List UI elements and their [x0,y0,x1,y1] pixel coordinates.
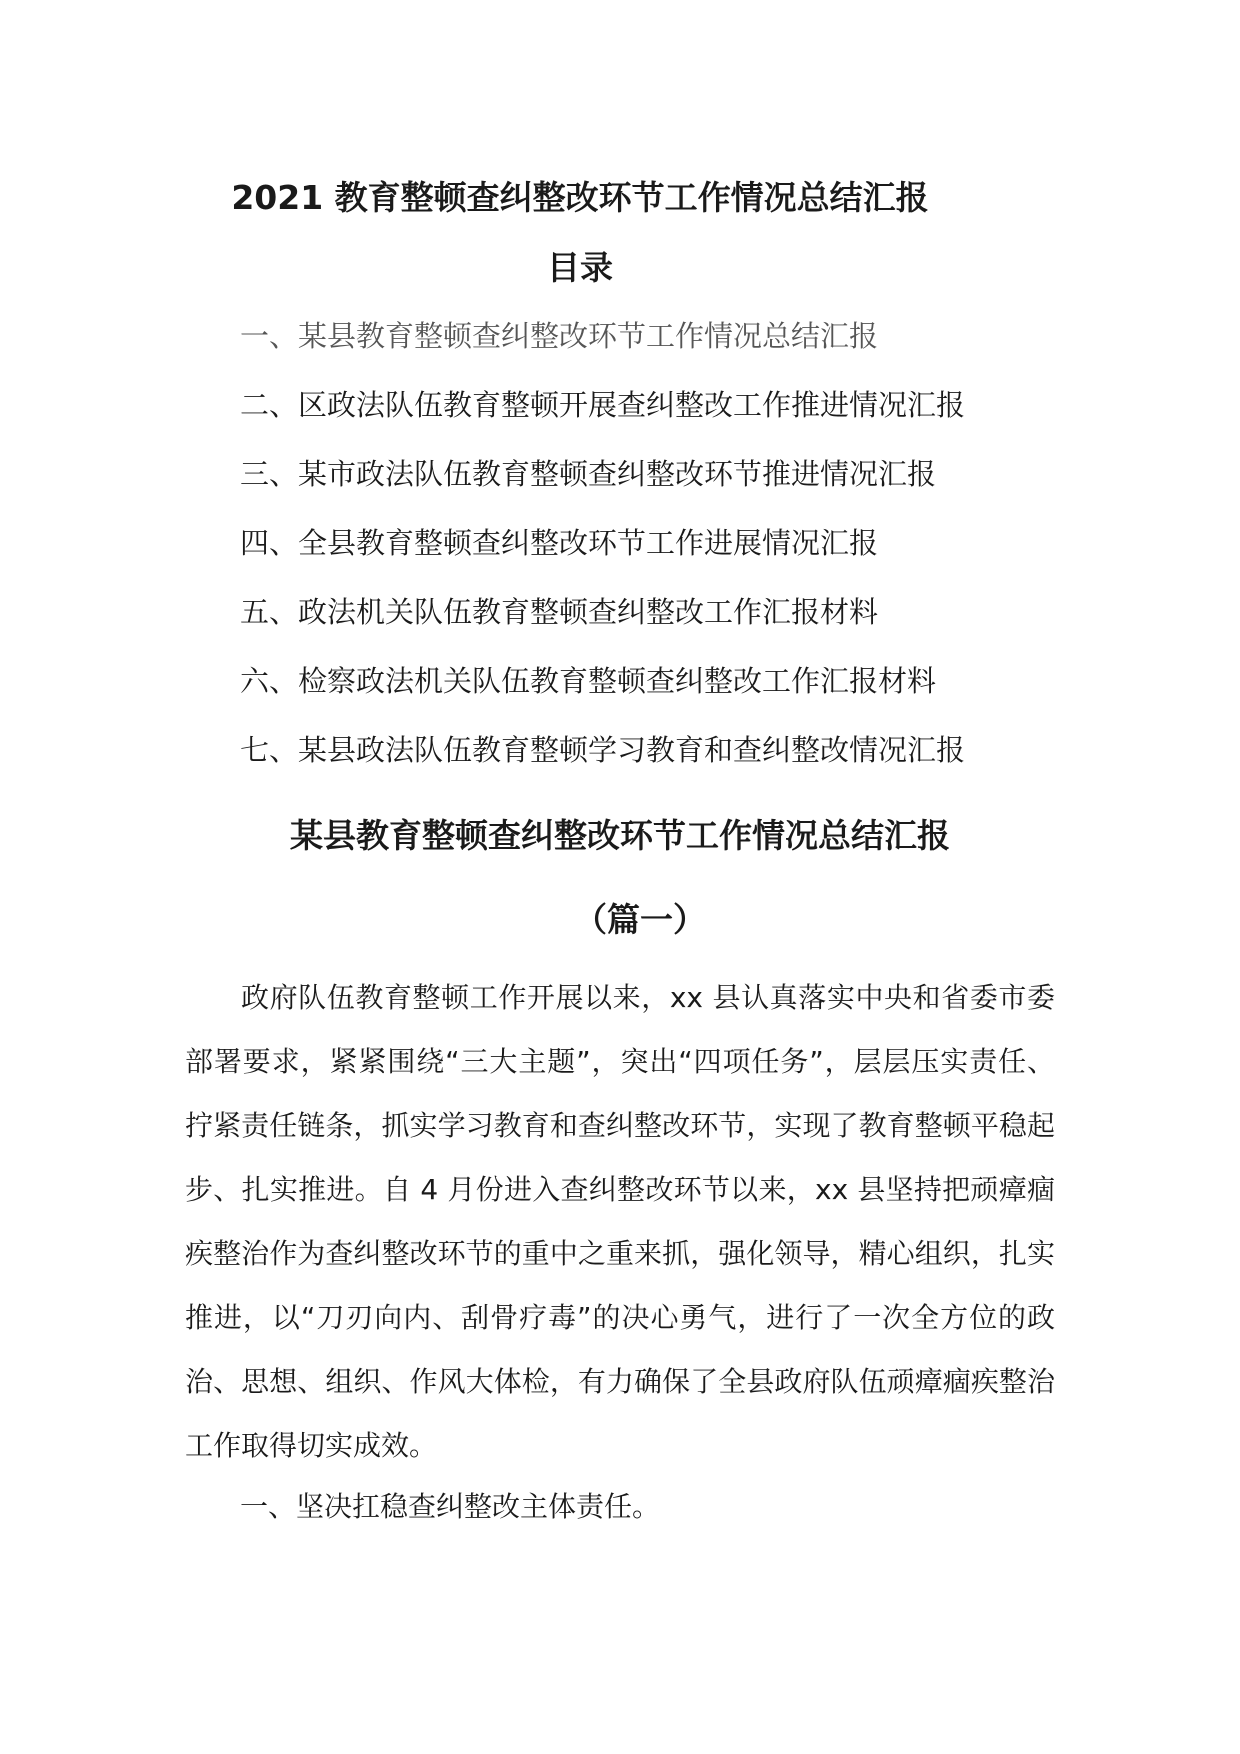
document-title: 2021 教育整顿查纠整改环节工作情况总结汇报 [231,178,929,217]
toc-item[interactable]: 七、某县政法队伍教育整顿学习教育和查纠整改情况汇报 [240,733,966,767]
section-subheading: 一、坚决扛稳查纠整改主体责任。 [240,1490,661,1523]
toc-item[interactable]: 三、某市政法队伍教育整顿查纠整改环节推进情况汇报 [240,457,937,491]
toc-heading: 目录 [547,248,613,287]
toc-item[interactable]: 四、全县教育整顿查纠整改环节工作进展情况汇报 [240,526,879,560]
section-title: 某县教育整顿查纠整改环节工作情况总结汇报 [290,816,950,855]
toc-item[interactable]: 一、某县教育整顿查纠整改环节工作情况总结汇报 [240,319,879,353]
toc-item[interactable]: 五、政法机关队伍教育整顿查纠整改工作汇报材料 [240,595,879,629]
toc-item[interactable]: 二、区政法队伍教育整顿开展查纠整改工作推进情况汇报 [240,388,966,422]
section-subtitle: （篇一） [574,900,706,939]
body-paragraph: 政府队伍教育整顿工作开展以来，xx 县认真落实中央和省委市委部署要求，紧紧围绕“三大主题”，突出“四项任务”，层层压实责任、拧紧责任链条，抓实学习教育和查纠整改环节，实现了教育整顿平稳起步、扎实推进。自 4 月份进入查纠整改环节以来，xx 县坚持把顽瘴痼疾整治作为查纠整改环节的重中之重来抓，强化领导，精心组织，扎实推进，以“刀刃向内、刮骨疗毒”的决心勇气，进行了一次全方位的政治、思想、组织、作风大体检，有力确保了全县政府队伍顽瘴痼疾整治工作取得切实成效。 [185,981,1055,1462]
toc-item[interactable]: 六、检察政法机关队伍教育整顿查纠整改工作汇报材料 [240,664,937,698]
